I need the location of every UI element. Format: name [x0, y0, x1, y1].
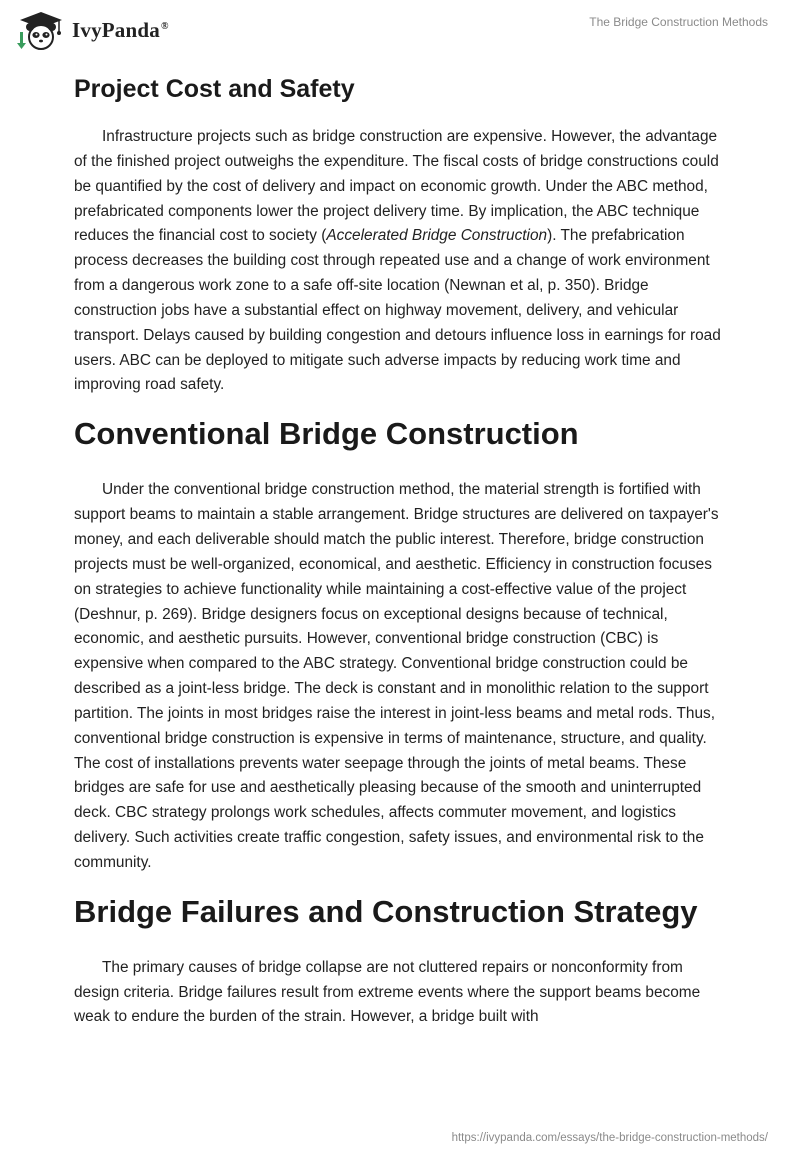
section-heading-project-cost: Project Cost and Safety: [74, 75, 355, 103]
panda-graduation-cap-icon: [16, 10, 66, 50]
registered-mark: ®: [160, 20, 169, 32]
section-paragraph-conventional: Under the conventional bridge construction method, the material strength is fortified with support beams to maintain a stable arrangement. Bridge structures are delivered on taxpayer's money, and each deliverable should match the public interest. Therefore, bridge construction projects must be well-organized, economical, and aesthetic. Efficiency in construction focuses on strategies to achieve functionality while maintaining a cost-effective value of the project (Deshnur, p. 269). Bridge designers focus on exceptional designs because of technical, economic, and aesthetic pursuits. However, conventional bridge construction (CBC) is expensive when compared to the ABC strategy. Conventional bridge construction could be described as a joint-less bridge. The deck is constant and in monolithic relation to the support partition. The joints in most bridges raise the interest in joint-less beams and metal rods. Thus, conventional bridge construction is expensive in terms of maintenance, structure, and quality. The cost of installations prevents water seepage through the joints of metal beams. These bridges are safe for use and aesthetically pleasing because of the smooth and uninterrupted deck. CBC strategy prolongs work schedules, affects commuter movement, and logistics delivery. Such activities create traffic congestion, safety issues, and environmental risk to the community.: [74, 481, 719, 871]
article-body: [74, 70, 726, 1044]
brand-name: IvyPanda®: [72, 17, 169, 42]
document-title: The Bridge Construction Methods: [589, 15, 768, 29]
source-url[interactable]: https://ivypanda.com/essays/the-bridge-construction-methods/: [451, 1132, 768, 1144]
italic-title: Accelerated Bridge Construction: [326, 227, 548, 245]
section-paragraph-project-cost: Infrastructure projects such as bridge construction are expensive. However, the advantage of the finished project outweighs the expenditure. The fiscal costs of bridge constructions could be quantified by the cost of delivery and impact on economic growth. Under the ABC method, prefabricated components lower the project delivery time. By implication, the ABC technique reduces the financial cost to society (Accelerated Bridge Construction). The prefabrication process decreases the building cost through repeated use and a change of work environment from a dangerous work zone to a safe off-site location (Newnan et al, p. 350). Bridge construction jobs have a substantial effect on highway movement, delivery, and vehicular transport. Delays caused by building congestion and detours influence loss in earnings for road users. ABC can be deployed to mitigate such adverse impacts by reducing work time and improving road safety.: [74, 128, 721, 394]
section-paragraph-failures: The primary causes of bridge collapse are not cluttered repairs or nonconformity from design criteria. Bridge failures result from extreme events where the support beams become weak to endure the burden of the strain. However, a bridge built with: [74, 958, 701, 1026]
ivypanda-logo[interactable]: [16, 10, 169, 50]
page-header: [0, 0, 800, 62]
section-heading-failures: Bridge Failures and Construction Strategy: [74, 893, 698, 929]
section-heading-conventional: Conventional Bridge Construction: [74, 416, 579, 452]
